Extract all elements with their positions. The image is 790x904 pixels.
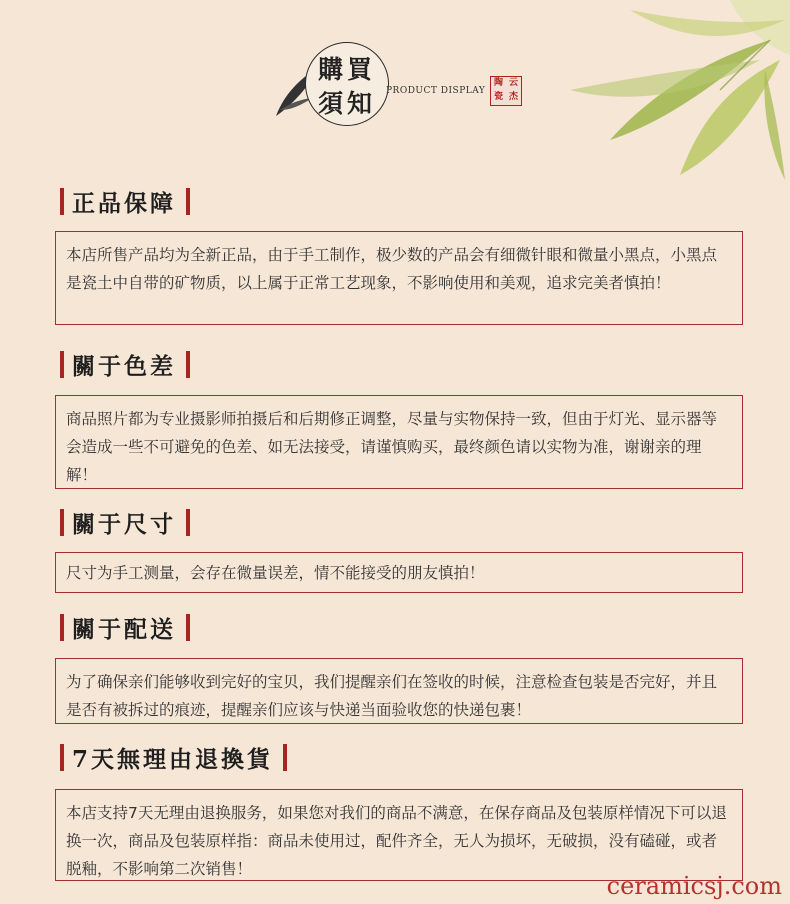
stamp-char: 云 xyxy=(508,78,518,88)
brand-seal-stamp xyxy=(490,76,522,106)
section-title-text: 正品保障 xyxy=(72,189,176,217)
section-title-size xyxy=(60,507,190,537)
bamboo-leaves-decoration xyxy=(530,0,790,200)
title-bar-right xyxy=(283,744,287,771)
section-title-genuine xyxy=(60,186,190,216)
section-body-returns: 本店支持7天无理由退换服务，如果您对我们的商品不满意，在保存商品及包装原样情况下可以退换一次，商品及包装原样指：商品未使用过，配件齐全，无人为损坏，无破损，没有磕碰，或者脱釉，不影响第二次销售！ xyxy=(55,789,743,881)
title-bar-left xyxy=(60,351,64,378)
title-bar-left xyxy=(60,744,64,771)
section-body-size: 尺寸为手工测量，会存在微量误差，情不能接受的朋友慎拍！ xyxy=(55,552,743,593)
title-bar-left xyxy=(60,614,64,641)
stamp-char: 瓷 xyxy=(493,92,503,102)
title-bar-right xyxy=(186,614,190,641)
section-title-text: 關于配送 xyxy=(72,615,176,643)
section-title-text: 7天無理由退換貨 xyxy=(72,745,274,773)
title-bar-right xyxy=(186,509,190,536)
section-body-color: 商品照片都为专业摄影师拍摄后和后期修正调整，尽量与实物保持一致，但由于灯光、显示器等会造成一些不可避免的色差、如无法接受，请谨慎购买，最终颜色请以实物为准，谢谢亲的理解！ xyxy=(55,395,743,489)
page-title-line2: 須知 xyxy=(318,89,377,118)
section-body-genuine: 本店所售产品均为全新正品，由于手工制作，极少数的产品会有细微针眼和微量小黑点，小黑点是瓷土中自带的矿物质，以上属于正常工艺现象，不影响使用和美观，追求完美者慎拍！ xyxy=(55,231,743,325)
title-bar-right xyxy=(186,351,190,378)
section-title-color xyxy=(60,349,190,379)
stamp-char: 杰 xyxy=(508,92,518,102)
page-title-line1: 購買 xyxy=(318,55,377,84)
section-title-text: 關于色差 xyxy=(72,352,176,380)
site-watermark: ceramicsj.com xyxy=(606,872,782,900)
title-bar-left xyxy=(60,188,64,215)
section-title-delivery xyxy=(60,612,190,642)
section-title-returns xyxy=(60,742,287,772)
section-body-delivery: 为了确保亲们能够收到完好的宝贝，我们提醒亲们在签收的时候，注意检查包装是否完好，并且是否有被拆过的痕迹，提醒亲们应该与快递当面验收您的快递包裹！ xyxy=(55,658,743,724)
stamp-char: 陶 xyxy=(493,78,503,88)
title-bar-right xyxy=(186,188,190,215)
section-title-text: 關于尺寸 xyxy=(72,510,176,538)
title-bar-left xyxy=(60,509,64,536)
page-subtitle: PRODUCT DISPLAY xyxy=(386,86,486,96)
